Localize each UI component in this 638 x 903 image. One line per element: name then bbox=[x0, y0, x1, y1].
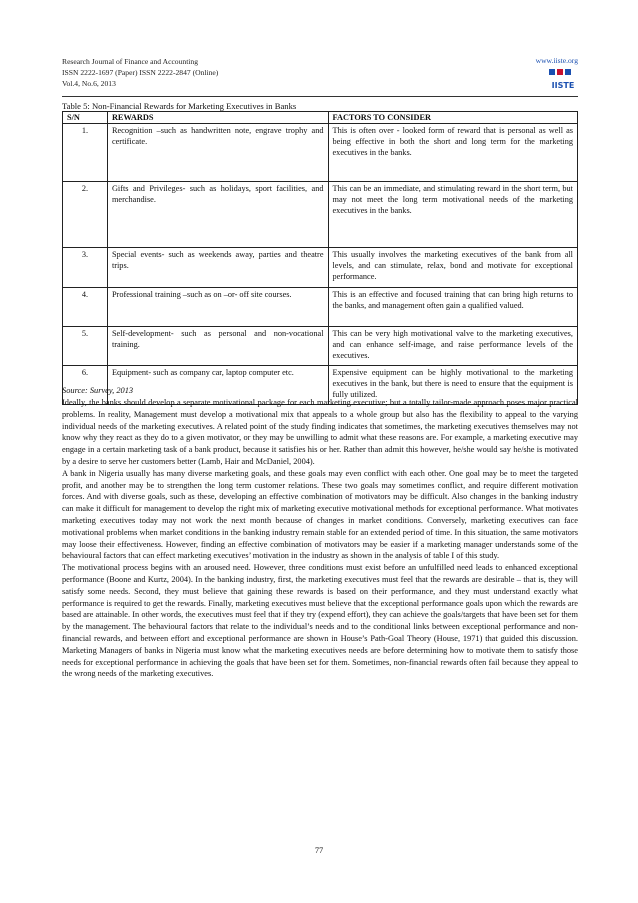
table-row bbox=[63, 288, 578, 327]
logo-text: IISTE bbox=[551, 81, 575, 90]
row-factor: This usually involves the marketing executives of the bank from all levels, and can stimulate, relax, bond and motivate for exceptional performance. bbox=[328, 248, 578, 288]
row-sn: 4. bbox=[63, 288, 108, 327]
page-number: 77 bbox=[314, 846, 324, 855]
row-sn: 2. bbox=[63, 182, 108, 248]
row-sn: 5. bbox=[63, 327, 108, 366]
table-caption: Table 5: Non-Financial Rewards for Marketing Executives in Banks bbox=[62, 101, 297, 111]
table-row bbox=[63, 124, 578, 182]
table-header-row bbox=[63, 112, 578, 124]
row-sn: 1. bbox=[63, 124, 108, 182]
paragraph: The motivational process begins with an aroused need. However, three conditions must exist before an unfulfilled need leads to enhanced exceptional performance (Boone and Kurtz, 2004). In the banking industry, first, the marketing executives must feel that the rewards are desirable – that is, they will satisfy some needs. Second, they must believe that gaining these rewards is based on their performance, and they must understand exactly what performance is required to get the rewards. Finally, marketing executives must believe that the exceptional performance goals upon which the rewards are based are attainable. In other words, the executives must feel that if they try (expend effort), they can achieve the goals/targets that have been set for them by the management. The behavioural factors that relate to the individual’s needs and to the conditional links between exceptional performance and non-financial rewards, and between effort and exceptional performance are shown in House’s Path-Goal Theory (House, 1971) that guided this discussion. Marketing Managers of banks in Nigeria must know what the marketing executives needs are before determining how to motivate them to satisfy those needs for exceptional performance in achieving the goals that have been set for them. Sometimes, non-financial rewards often fail because they appeal to the wrong needs of the marketing executives. bbox=[62, 563, 578, 679]
rewards-table bbox=[62, 111, 578, 405]
row-reward: Special events- such as weekends away, parties and theatre trips. bbox=[107, 248, 328, 288]
header-sn: S/N bbox=[63, 112, 108, 124]
paragraph: A bank in Nigeria usually has many diverse marketing goals, and these goals may even conflict with each other. One goal may be to meet the targeted profit, and another may be to strengthen the long term customer relations. These two goals may sometimes conflict, and require different motivation forces. And with diverse goals, such as these, developing an effective combination of motivators may be difficult. Also changes in the banking industry can make it difficult for management to develop the right mix of marketing executive motivational methods for exceptional performance. What motivates marketing executives today may not work the next month because of changes in market conditions. Conversely, marketing executives can face motivational problems when market conditions in the banking industry remain stable for an extended period of time. In this situation, the same motivators may loose their effectiveness. However, finding an effective combination of motivators may be easier if a marketing manager understands some of the behavioural factors that can effect marketing executives’ motivation in the industry as shown in the analysis of table I of this study. bbox=[62, 468, 578, 561]
header-factors: FACTORS TO CONSIDER bbox=[328, 112, 578, 124]
row-reward: Professional training –such as on –or- off site courses. bbox=[107, 288, 328, 327]
row-reward: Self-development- such as personal and non-vocational training. bbox=[107, 327, 328, 366]
header-rewards: REWARDS bbox=[107, 112, 328, 124]
row-factor: Expensive equipment can be highly motivational to the marketing executives in the bank, but there is need to ensure that the equipment is fully utilized. bbox=[328, 366, 578, 405]
volume-line: Vol.4, No.6, 2013 bbox=[62, 79, 116, 88]
table-row bbox=[63, 182, 578, 248]
row-factor: This is an effective and focused training that can bring high returns to the banks, and management often gain a qualified valued. bbox=[328, 288, 578, 327]
table-source: Source: Survey, 2013 bbox=[62, 386, 134, 395]
website-link[interactable]: www.iiste.org bbox=[535, 56, 578, 65]
iiste-logo bbox=[548, 68, 578, 92]
row-reward: Equipment- such as company car, laptop computer etc. bbox=[107, 366, 328, 405]
body-text bbox=[62, 397, 578, 680]
row-reward: Recognition –such as handwritten note, engrave trophy and certificate. bbox=[107, 124, 328, 182]
journal-title: Research Journal of Finance and Accounting bbox=[62, 57, 199, 66]
header-rule bbox=[62, 96, 578, 97]
table-row bbox=[63, 248, 578, 288]
issn-line: ISSN 2222-1697 (Paper) ISSN 2222-2847 (Online) bbox=[62, 68, 219, 77]
row-reward: Gifts and Privileges- such as holidays, sport facilities, and merchandise. bbox=[107, 182, 328, 248]
row-sn: 3. bbox=[63, 248, 108, 288]
paragraph: Ideally, the banks should develop a separate motivational package for each marketing executive; but a totally tailor-made approach poses major practical problems. In reality, Management must develop a motivational mix that appeals to a whole group but also has the flexibility to appeal to the varying individual needs of the marketing executives. A related point of the study finding indicates that sometimes, the marketing executives themselves may not know why they react as they do to a given motivator, or they may be unwilling to admit what these reasons are. For example, a marketing executive may engage in a certain marketing task of a bank product, because it satisfies his or her. Rather than admit this however, he/she would say he/she is motivated by a desire to serve her customers better (Lamb, Hair and McDaniel, 2004). bbox=[62, 398, 578, 466]
table-row bbox=[63, 327, 578, 366]
row-factor: This can be very high motivational valve to the marketing executives, and can enhance self-image, and raise performance levels of the executives. bbox=[328, 327, 578, 366]
row-sn: 6. bbox=[63, 366, 108, 405]
row-factor: This is often over - looked form of reward that is personal as well as being effective in both the short and long term for the marketing executives in the banks. bbox=[328, 124, 578, 182]
row-factor: This can be an immediate, and stimulating reward in the short term, but may not meet the long term motivational needs of the marketing executives in the banks. bbox=[328, 182, 578, 248]
page-header bbox=[62, 56, 578, 89]
